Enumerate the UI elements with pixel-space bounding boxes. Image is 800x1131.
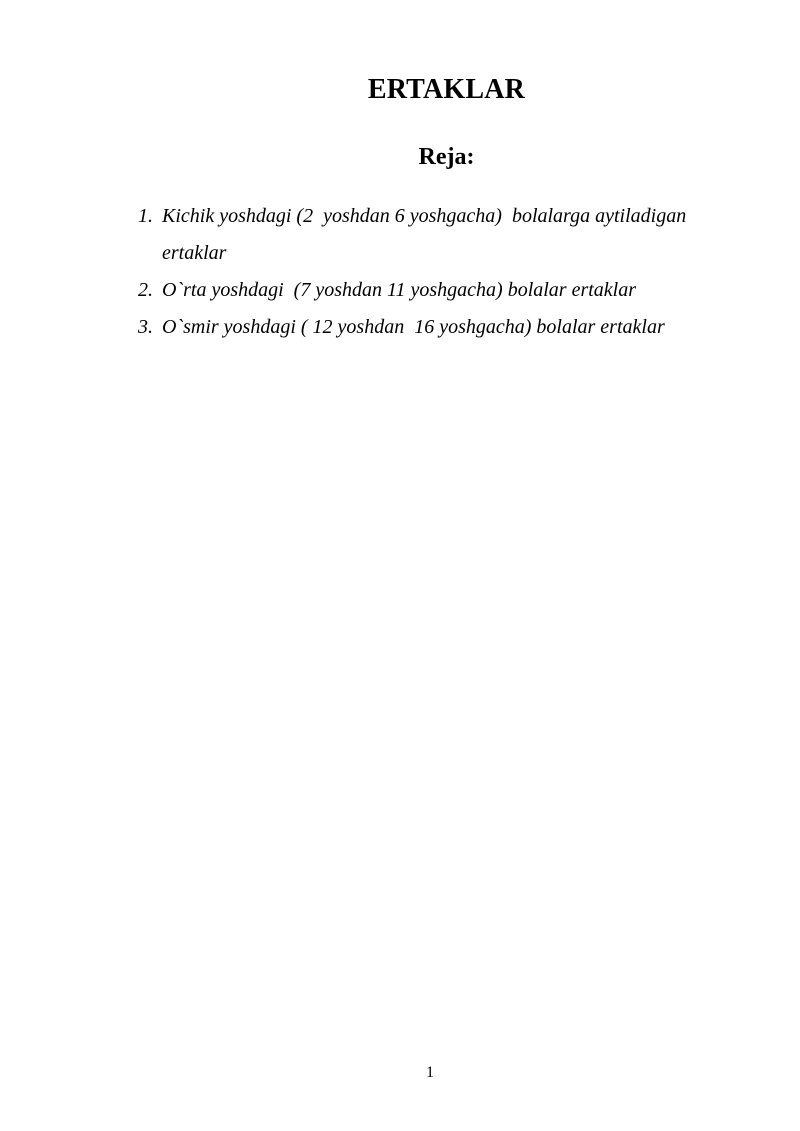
plan-heading: Reja: (418, 144, 475, 170)
plan-list (138, 198, 738, 346)
plan-item-3 (138, 309, 738, 346)
plan-item-1 (138, 198, 738, 272)
page-number: 1 (426, 1064, 434, 1081)
plan-item-number: 1. (138, 205, 153, 227)
page-title: ERTAKLAR (367, 74, 526, 105)
plan-item-2 (138, 272, 738, 309)
plan-item-number: 3. (138, 316, 153, 338)
plan-item-number: 2. (138, 279, 153, 301)
plan-item-text: O`rta yoshdagi (7 yoshdan 11 yoshgacha) bolalar ertaklar (162, 279, 637, 301)
plan-item-text: Kichik yoshdagi (2 yoshdan 6 yoshgacha) bolalarga aytiladigan ertaklar (162, 205, 692, 264)
plan-item-text: O`smir yoshdagi ( 12 yoshdan 16 yoshgacha) bolalar ertaklar (162, 316, 665, 338)
